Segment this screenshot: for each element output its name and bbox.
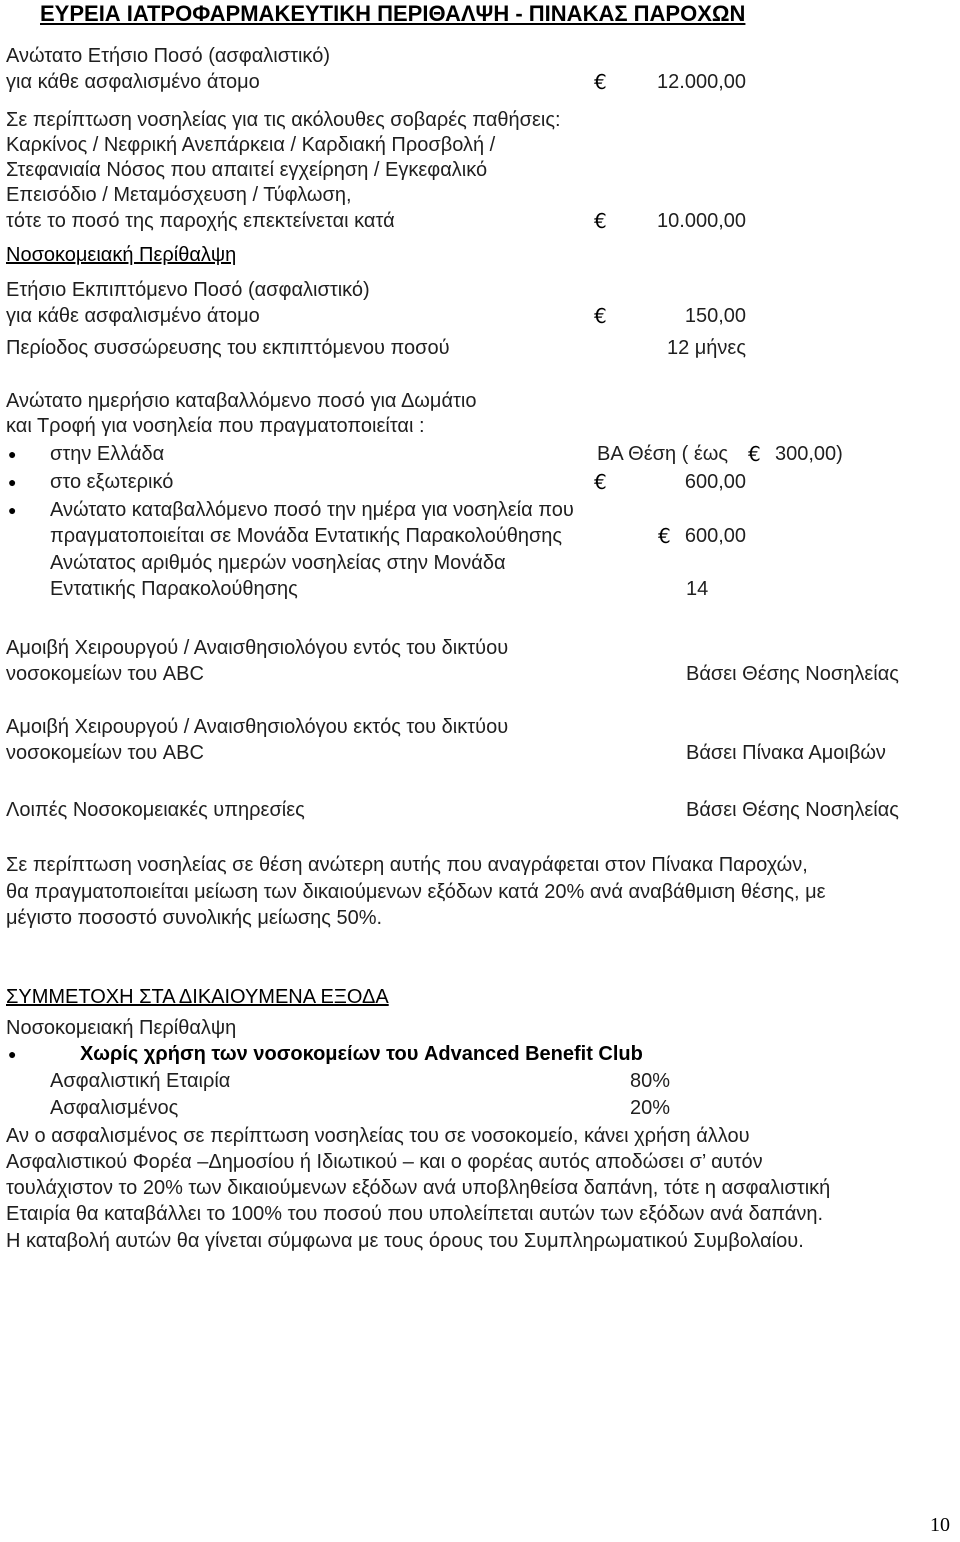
accumulation-label: Περίοδος συσσώρευσης του εκπιπτόμενου ποσού	[6, 337, 450, 359]
abroad-value: 600,00	[684, 471, 746, 493]
bullet-icon: ●	[8, 446, 17, 462]
serious-illness-line4: Επεισόδιο / Μεταμόσχευση / Τύφλωση,	[6, 184, 352, 206]
room-board-line1: Ανώτατο ημερήσιο καταβαλλόμενο ποσό για Δωμάτιο	[6, 390, 477, 412]
serious-illness-line2: Καρκίνος / Νεφρική Ανεπάρκεια / Καρδιακή Προσβολή /	[6, 134, 496, 156]
surgeon-in-value: Βάσει Θέσης Νοσηλείας	[686, 663, 899, 685]
copay-subheading: Νοσοκομειακή Περίθαλψη	[6, 1017, 237, 1039]
icu-line2: πραγματοποιείται σε Μονάδα Εντατικής Παρακολούθησης	[50, 525, 563, 547]
page-title: ΕΥΡΕΙΑ ΙΑΤΡΟΦΑΡΜΑΚΕΥΤΙΚΗ ΠΕΡΙΘΑΛΨΗ - ΠΙΝΑΚΑΣ ΠΑΡΟΧΩΝ	[40, 1, 746, 26]
copay-bullet: Χωρίς χρήση των νοσοκομείων του Advanced Benefit Club	[80, 1043, 643, 1065]
surgeon-out-value: Βάσει Πίνακα Αμοιβών	[686, 742, 886, 764]
max-annual-line1: Ανώτατο Ετήσιο Ποσό (ασφαλιστικό)	[6, 45, 330, 67]
serious-illness-line3: Στεφανιαία Νόσος που απαιτεί εγχείρηση / Εγκεφαλικό	[6, 159, 488, 181]
upgrade-note-line2: θα πραγματοποιείται μείωση των δικαιούμενων εξόδων κατά 20% ανά αναβάθμιση θέσης, με	[6, 881, 826, 903]
deductible-line1: Ετήσιο Εκπιπτόμενο Ποσό (ασφαλιστικό)	[6, 279, 370, 301]
surgeon-out-line2: νοσοκομείων του ABC	[6, 742, 204, 764]
euro-icon: €	[748, 442, 761, 466]
upgrade-note-line3: μέγιστο ποσοστό συνολικής μείωσης 50%.	[6, 907, 383, 929]
surgeon-in-line2: νοσοκομείων του ABC	[6, 663, 204, 685]
insured-label: Ασφαλισμένος	[50, 1097, 179, 1119]
euro-icon: €	[594, 470, 607, 494]
copay-para-line2: Ασφαλιστικού Φορέα –Δημοσίου ή Ιδιωτικού – και ο φορέας αυτός αποδώσει σ’ αυτόν	[6, 1151, 763, 1173]
surgeon-in-line1: Αμοιβή Χειρουργού / Αναισθησιολόγου εντός του δικτύου	[6, 637, 509, 659]
serious-illness-line5: τότε το ποσό της παροχής επεκτείνεται κατά	[6, 210, 395, 232]
euro-icon: €	[658, 524, 671, 548]
insurer-label: Ασφαλιστική Εταιρία	[50, 1070, 231, 1092]
greece-value-prefix: ΒΑ Θέση ( έως	[597, 443, 729, 465]
bullet-icon: ●	[8, 474, 17, 490]
room-board-line2: και Τροφή για νοσηλεία που πραγματοποιείται :	[6, 415, 425, 437]
bullet-icon: ●	[8, 502, 17, 518]
abroad-label: στο εξωτερικό	[50, 471, 174, 493]
accumulation-value: 12 μήνες	[666, 337, 746, 359]
copay-para-line3: τουλάχιστον το 20% των δικαιούμενων εξόδων ανά υποβληθείσα δαπάνη, τότε η ασφαλιστική	[6, 1177, 831, 1199]
max-annual-value: 12.000,00	[657, 71, 746, 93]
upgrade-note-line1: Σε περίπτωση νοσηλείας σε θέση ανώτερη αυτής που αναγράφεται στον Πίνακα Παροχών,	[6, 854, 808, 876]
deductible-value: 150,00	[684, 305, 746, 327]
greece-label: στην Ελλάδα	[50, 443, 165, 465]
deductible-line2: για κάθε ασφαλισμένο άτομο	[6, 305, 260, 327]
surgeon-out-line1: Αμοιβή Χειρουργού / Αναισθησιολόγου εκτός του δικτύου	[6, 716, 509, 738]
icu-value: 600,00	[684, 525, 746, 547]
euro-icon: €	[594, 209, 607, 233]
copay-para-line4: Εταιρία θα καταβάλλει το 100% του ποσού που υπολείπεται αυτών των εξόδων ανά δαπάνη.	[6, 1203, 824, 1225]
max-annual-line2: για κάθε ασφαλισμένο άτομο	[6, 71, 260, 93]
insured-value: 20%	[630, 1097, 671, 1119]
serious-illness-line1: Σε περίπτωση νοσηλείας για τις ακόλουθες σοβαρές παθήσεις:	[6, 109, 561, 131]
icu-line1: Ανώτατο καταβαλλόμενο ποσό την ημέρα για νοσηλεία που	[50, 499, 574, 521]
insurer-value: 80%	[630, 1070, 671, 1092]
page-number: 10	[930, 1514, 950, 1536]
serious-illness-value: 10.000,00	[657, 210, 746, 232]
copay-para-line5: Η καταβολή αυτών θα γίνεται σύμφωνα με τους όρους του Συμπληρωματικού Συμβολαίου.	[6, 1230, 804, 1252]
euro-icon: €	[594, 70, 607, 94]
icu-days-line1: Ανώτατος αριθμός ημερών νοσηλείας στην Μονάδα	[50, 552, 506, 574]
hospital-care-heading: Νοσοκομειακή Περίθαλψη	[6, 244, 237, 266]
icu-days-value: 14	[686, 578, 709, 600]
copay-heading: ΣΥΜΜΕΤΟΧΗ ΣΤΑ ΔΙΚΑΙΟΥΜΕΝΑ ΕΞΟΔΑ	[6, 986, 389, 1008]
other-services-value: Βάσει Θέσης Νοσηλείας	[686, 799, 899, 821]
icu-days-line2: Εντατικής Παρακολούθησης	[50, 578, 298, 600]
greece-value-amount: 300,00)	[775, 443, 843, 465]
euro-icon: €	[594, 304, 607, 328]
bullet-icon: ●	[8, 1046, 17, 1062]
copay-para-line1: Αν ο ασφαλισμένος σε περίπτωση νοσηλείας του σε νοσοκομείο, κάνει χρήση άλλου	[6, 1125, 750, 1147]
other-services-label: Λοιπές Νοσοκομειακές υπηρεσίες	[6, 799, 305, 821]
